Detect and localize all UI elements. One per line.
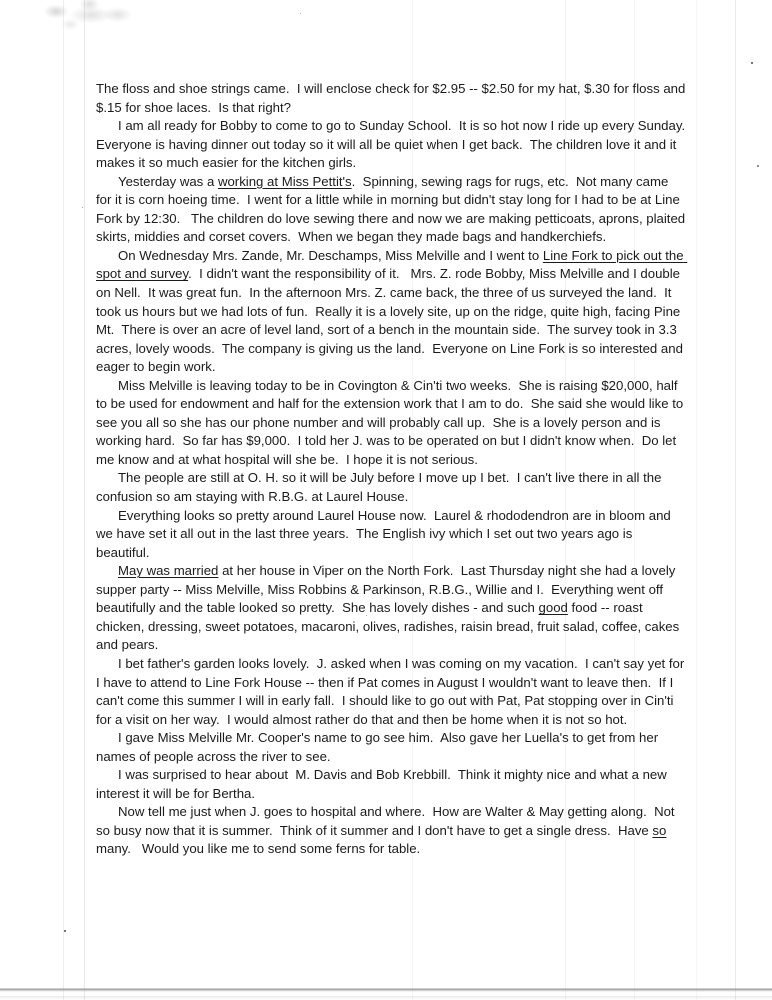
letter-paragraph xyxy=(96,803,686,859)
letter-text-body xyxy=(96,80,693,859)
text-run: Yesterday was a xyxy=(118,173,218,189)
scan-bottom-edge xyxy=(0,988,772,992)
scan-speck-6 xyxy=(300,13,301,14)
underlined-phrase: May was married xyxy=(118,563,219,579)
text-run: . I didn't want the responsibility of it. Mrs. Z. rode Bobby, Miss Melville and I double on Nell. It was great fun. In the afternoon Mrs. Z. came back, the three of us surveyed the land. It took us hours but we had lots of fun. Really it is a lovely site, up on the ridge, quite high, facing Pine Mt. There is over an acre of level land, sort of a bench in the mountain side. The survey took in 3.3 acres, lovely woods. The company is giving us the land. Everyone on Line Fork is so interested and eager to begin work. xyxy=(96,266,687,375)
underlined-phrase: so xyxy=(652,822,667,838)
scan-speck-4 xyxy=(82,207,83,208)
scan-speck-3 xyxy=(757,165,759,167)
text-run: Everything looks so pretty around Laurel House now. Laurel & rhododendron are in bloom and we have set it all out in the last three years. The English ivy which I set out two years ago is beautiful. xyxy=(96,507,675,560)
scan-streak-6 xyxy=(735,0,736,1000)
underlined-phrase: working at Miss Pettit's xyxy=(217,173,352,189)
letter-paragraph xyxy=(96,562,686,655)
scan-speck-2 xyxy=(751,62,753,64)
underlined-phrase: Line Fork to pick out the spot and survey xyxy=(96,247,688,282)
scan-streak-2 xyxy=(84,0,85,1000)
text-run: The floss and shoe strings came. I will enclose check for $2.95 -- $2.50 for my hat, $.30 for floss and $.15 for shoe laces. Is that right? xyxy=(96,81,690,115)
scan-smudge-top-left xyxy=(28,0,156,40)
text-run: The people are still at O. H. so it will be July before I move up I bet. I can't live there in all the confusion so am staying with R.B.G. at Laurel House. xyxy=(96,470,666,505)
text-run: I am all ready for Bobby to come to go to Sunday School. It is so hot now I ride up every Sunday. Everyone is having dinner out today so it will all be quiet when I get back. The children love it and it makes it so much easier for the kitchen girls. xyxy=(96,118,693,171)
underlined-phrase: good xyxy=(538,600,568,616)
text-run: I gave Miss Melville Mr. Cooper's name to go see him. Also gave her Luella's to get from her names of people across the river to see. xyxy=(96,730,662,764)
letter-paragraph xyxy=(96,469,686,506)
text-run: food -- roast chicken, dressing, sweet potatoes, macaroni, olives, radishes, raisin bread, fruit salad, coffee, cakes and pears. xyxy=(96,600,683,653)
scan-streak-1 xyxy=(63,0,64,1000)
text-run: Now tell me just when J. goes to hospital and where. How are Walter & May getting along. Not so busy now that it is summer. Think of it summer and I don't have to get a single dress. Have xyxy=(96,804,679,838)
text-run: at her house in Viper on the North Fork. Last Thursday night she had a lovely supper party -- Miss Melville, Miss Robbins & Parkinson, R.B.G., Willie and I. Everything went off beautifully and the table looked so pretty. She has lovely dishes - and such xyxy=(96,563,680,616)
letter-paragraph xyxy=(96,247,686,377)
text-run: I was surprised to hear about M. Davis and Bob Krebbill. Think it mighty nice and what a new interest it will be for Bertha. xyxy=(96,767,671,801)
letter-paragraph xyxy=(96,766,686,803)
scan-bottom-edge-shadow xyxy=(0,996,772,1000)
text-run: I bet father's garden looks lovely. J. asked when I was coming on my vacation. I can't say yet for I have to attend to Line Fork House -- then if Pat comes in August I wouldn't want to leave then. If I can't come this summer I will in early fall. I should like to go out with Pat, Pat stopping over in Cin'ti for a visit on her way. I would almost rather do that and then be home when it is not so hot. xyxy=(96,655,688,727)
scan-streak-7 xyxy=(696,0,697,1000)
letter-paragraph xyxy=(96,655,686,729)
letter-paragraph xyxy=(96,507,686,563)
scan-smudge-top-left-secondary xyxy=(56,2,126,28)
letter-paragraph xyxy=(96,377,686,470)
letter-paragraph xyxy=(96,80,690,117)
letter-paragraph xyxy=(96,173,689,247)
letter-paragraph xyxy=(96,729,686,766)
text-run: many. Would you like me to send some ferns for table. xyxy=(96,822,671,857)
text-run: . Spinning, sewing rags for rugs, etc. Not many came for it is corn hoeing time. I went for a little while in morning but didn't stay long for I had to be at Line Fork by 12:30. The children do love sewing there and now we are making petticoats, aprons, plaited skirts, middies and corset covers. When we began they made bags and handkerchiefs. xyxy=(96,173,689,245)
text-run: Miss Melville is leaving today to be in Covington & Cin'ti two weeks. She is raising $20,000, half to be used for endowment and half for the extension work that I am to do. She said she would like to see you all so she has our phone number and will probably call up. She is a lovely person and is working hard. So far has $9,000. I told her J. was to be operated on but I didn't know when. Do let me know and at what hospital will she be. I hope it is not serious. xyxy=(96,377,687,467)
scan-speck-1 xyxy=(64,930,66,932)
letter-paragraph xyxy=(96,117,693,173)
text-run: On Wednesday Mrs. Zande, Mr. Deschamps, Miss Melville and I went to xyxy=(118,247,543,263)
